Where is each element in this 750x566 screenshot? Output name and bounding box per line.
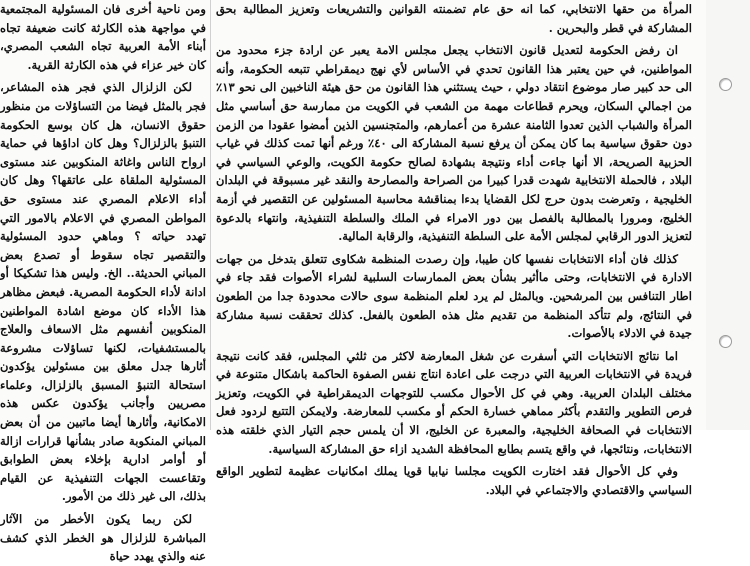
- right-text-column: [0, 0, 206, 564]
- punch-hole: [719, 335, 732, 348]
- paragraph: لكن ربما يكون الأخطر من الآثار المباشرة للزلزال هو الخطر الذي كشف عنه والذي يهدد حياة: [0, 512, 206, 564]
- paragraph: وفي كل الأحوال فقد اختارت الكويت مجلسا نيابيا قويا يملك امكانيات عظيمة لتطوير الواقع السياسي والاقتصادي والاجتماعي في البلاد.: [216, 464, 692, 497]
- paragraph: لكن الزلزال الذي فجر هذه المشاعر، فجر بالمثل فيضا من التساؤلات من منظور حقوق الانسان، هل كان بوسع الحكومة التنبؤ بالزلزال؟ وهل كان اداؤها في حماية ارواح الناس واغاثة المنكوبين عند مستوى المسئولية الملقاة على عاتقها؟ وهل كان أداء الاعلام المصري عند مستوى حق المواطن المصري في الاعلام بالامور التي تهدد حياته ؟ وماهي حدود المسئولية والتقصير تجاه سقوط أو تصدع بعض المباني الحديثة.. الخ. وليس هذا تشكيكا أو ادانة لأداء الحكومة المصرية. فبعض مظاهر هذا الأداء كان موضع اشادة المواطنين المنكوبين أنفسهم مثل الاسعاف والعلاج بالمستشفيات، لكنها تساؤلات مشروعة أثارها جدل معلق بين مسئولين يؤكدون استحالة التنبؤ المسبق بالزلزال، وعلماء مصريين وأجانب يؤكدون عكس هذه الامكانية، وأثارها أيضا ماتبين من أن بعض المباني المنكوبة صادر بشأنها قرارات ازالة أو أوامر ادارية بإخلاء بعض الطوابق وتقاعست الجهات التنفيذية عن القيام بذلك، الى غير ذلك من الأمور.: [0, 80, 206, 504]
- punch-hole: [719, 78, 732, 91]
- paragraph: ومن ناحية أخرى فان المسئولية المجتمعية في مواجهة هذه الكارثة كانت ضعيفة تجاه أبناء الأمة العربية تجاه الشعب المصري، كان خير عزاء في هذه الكارثة القرية.: [0, 2, 206, 72]
- paragraph: المرأة من حقها الانتخابي، كما انه حق عام تضمنته القوانين والتشريعات وتعزيز المطالبة بحق المشاركة في قطر والبحرين .: [216, 2, 692, 35]
- binder-margin: [706, 0, 750, 430]
- paragraph: اما نتائج الانتخابات التي أسفرت عن شغل المعارضة لاكثر من ثلثي المجلس، فقد كانت نتيجة فريدة في الانتخابات العربية التي درجت على اعادة انتاج نفس الصفوة الحاكمة باشكال متنوعة في مختلف البلدان العربية. وهي في كل الأحوال مكسب للتوجهات الديمقراطية في الكويت، وتعزيز فرص التطوير والتقدم بأكثر مماهي خسارة الحكم أو مكسب للمعارضة. ولايمكن التتبع لردود فعل الانتخابات في الصحافة الخليجية، والمعبرة عن الخليج، الا أن يلمس حجم التيار الذي خلقته هذه الانتخابات، ونتائجها، في واقع يتسم بطابع المحافظة الشديد ازاء حق المشاركة السياسية.: [216, 348, 692, 456]
- left-text-column: [216, 0, 692, 497]
- paragraph: كذلك فان أداء الانتخابات نفسها كان طيبا، وإن رصدت المنظمة شكاوى تتعلق بتدخل من جهات الادارة في الانتخابات، وحتى ماأثير بشأن بعض الممارسات السلبية لشراء الأصوات فقد جاء في اطار التنافس بين المرشحين. وبالمثل لم يرد لعلم المنظمة سوى حالات محدودة جدا من الطعون في النتائج، ولم تتأكد المنظمة من تقديم مثل هذه الطعون بالفعل. كذلك تحققت نسبة مشاركة جيدة في الادلاء بالأصوات.: [216, 251, 692, 341]
- paragraph: ان رفض الحكومة لتعديل قانون الانتخاب يجعل مجلس الامة يعبر عن ارادة جزء محدود من المواطنين، في حين يعتبر هذا القانون تحدي في الأساس لأي نهج ديمقراطي تتبعه الحكومة، وأنه الى حد كبير صار موضوع انتقاد دولي ، حيث يستثني هذا القانون من حق هيئة الناخبين الى نحو ١٣٪ من اجمالي السكان، ويحرم قطاعات مهمة من الشعب في الكويت من ممارسة حق أساسي مثل المرأة والشباب الذين تعدوا الثامنة عشرة من أعمارهم، والمتجنسين الذين أمضوا عقودا من الزمن دون حقوق سياسية بما كان يمكن أن يرفع نسبة المشاركة الى ٤٠٪ ورغم أنها تمت كذلك في غياب الحزبية الصريحة، الا أنها جاءت أداء ونتيجة بشهادة لصالح حكومة الكويت، والوعي السياسي في البلاد ، فالحملة الانتخابية شهدت قدرا كبيرا من الصراحة والمصارحة والنقد غير مسبوقة في البلدان الخليجية ، وتعرضت بدون حرج لكل القضايا بدءا بمناقشة محاسبة المسئولين عن التقصير في أزمة الخليج، ومرورا بالمطالبة بالفصل بين دور الامراء في الملك والسلطة التنفيذية، وانتهاء بالدعوة لتعزيز الدور الرقابي لمجلس الأمة على السلطة التنفيذية، والرقابة المالية.: [216, 43, 692, 244]
- column-divider: [210, 0, 211, 430]
